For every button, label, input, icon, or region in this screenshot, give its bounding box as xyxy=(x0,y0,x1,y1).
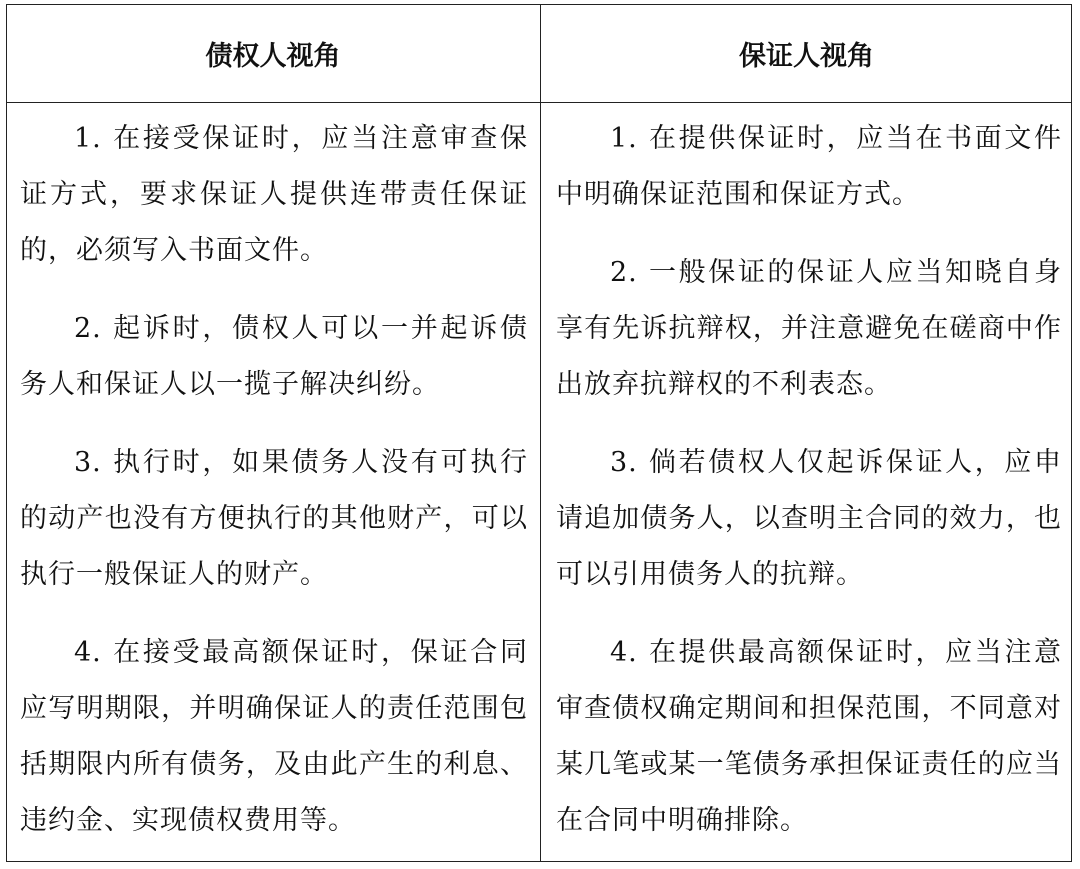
guarantor-item-2: 2. 一般保证的保证人应当知晓自身享有先诉抗辩权，并注意避免在磋商中作出放弃抗辩权的不利表态。 xyxy=(556,257,1062,400)
column-divider xyxy=(540,4,541,862)
guarantor-item-3: 3. 倘若债权人仅起诉保证人，应申请追加债务人，以查明主合同的效力，也可以引用债务人的抗辩。 xyxy=(556,447,1062,590)
header-creditor: 债权人视角 xyxy=(205,40,341,72)
creditor-item-4: 4. 在接受最高额保证时，保证合同应写明期限，并明确保证人的责任范围包括期限内所有债务，及由此产生的利息、违约金、实现债权费用等。 xyxy=(20,637,528,836)
guarantor-item-4: 4. 在提供最高额保证时，应当注意审查债权确定期间和担保范围，不同意对某几笔或某一笔债务承担保证责任的应当在合同中明确排除。 xyxy=(556,637,1062,836)
guarantor-item-1: 1. 在提供保证时，应当在书面文件中明确保证范围和保证方式。 xyxy=(556,123,1062,210)
guarantor-column xyxy=(556,103,1062,849)
creditor-column xyxy=(20,103,528,849)
creditor-item-1: 1. 在接受保证时，应当注意审查保证方式，要求保证人提供连带责任保证的，必须写入书面文件。 xyxy=(20,123,528,266)
creditor-item-2: 2. 起诉时，债权人可以一并起诉债务人和保证人以一揽子解决纠纷。 xyxy=(20,313,528,400)
creditor-item-3: 3. 执行时，如果债务人没有可执行的动产也没有方便执行的其他财产，可以执行一般保证人的财产。 xyxy=(20,447,528,590)
header-guarantor: 保证人视角 xyxy=(739,40,874,72)
